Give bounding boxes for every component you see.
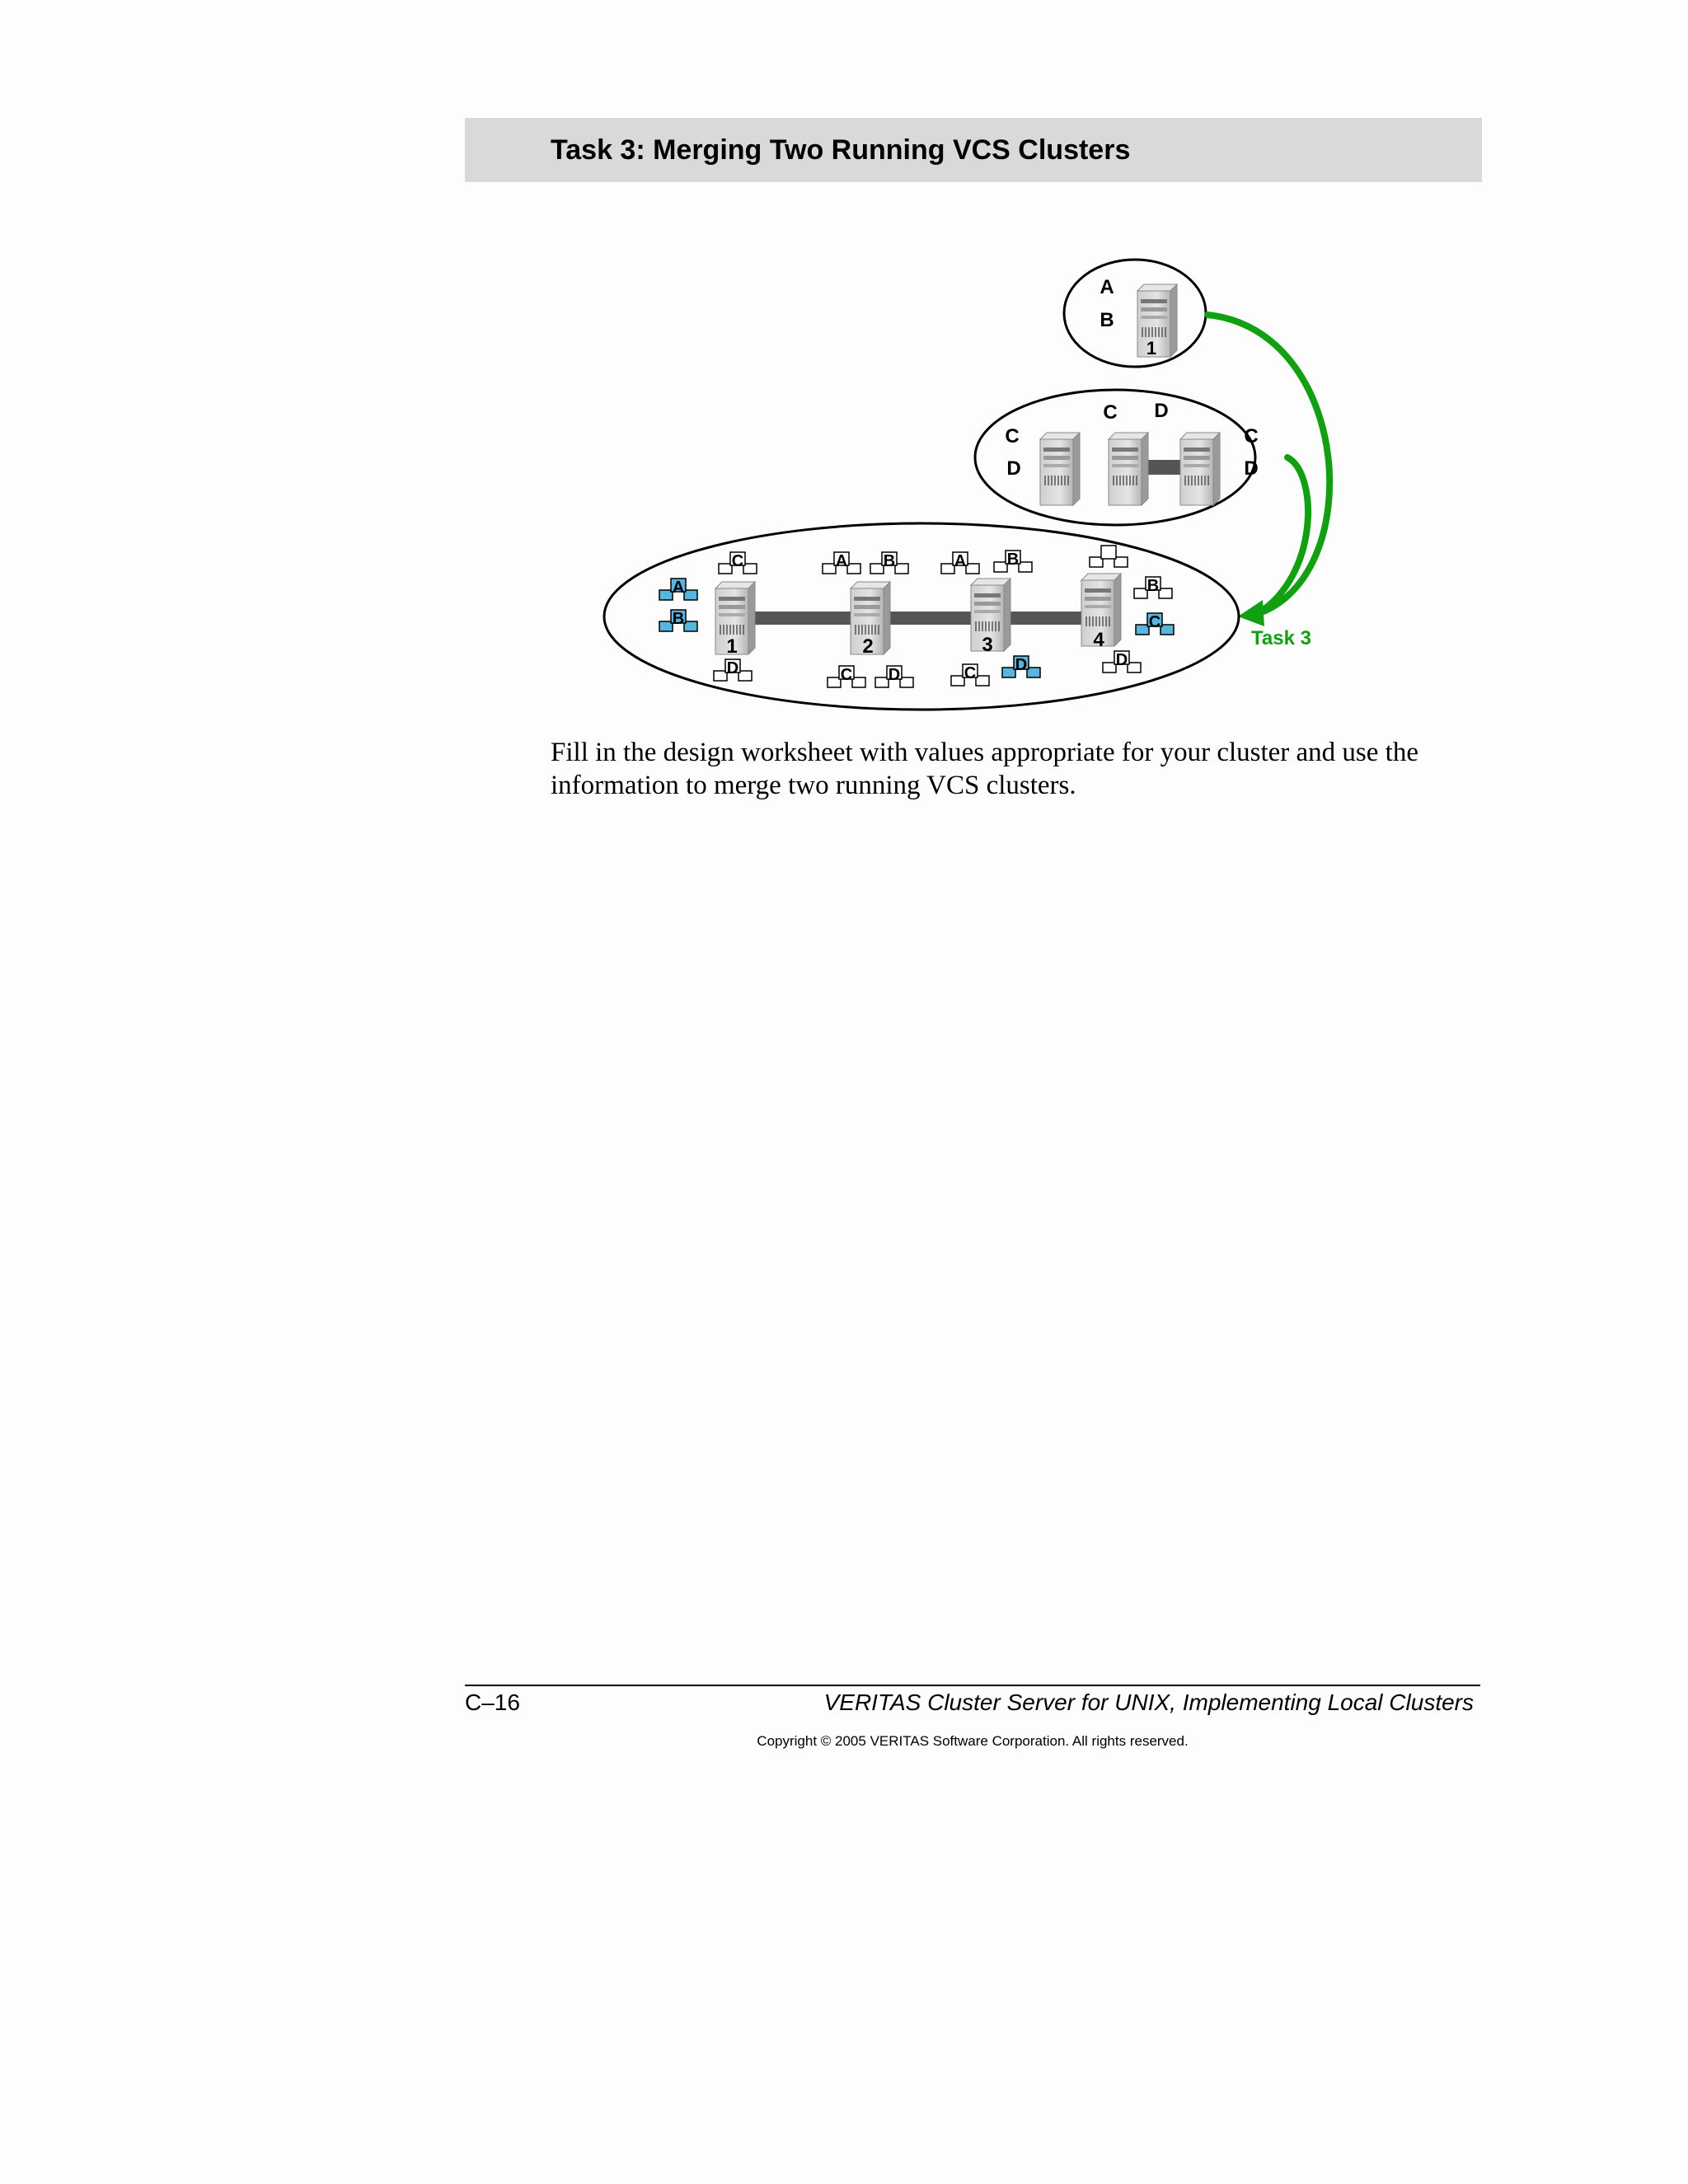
service-group-label: A	[835, 552, 848, 570]
cluster-top-group-b: B	[1100, 309, 1114, 331]
cluster-top-ellipse	[1064, 260, 1206, 367]
page-title: Task 3: Merging Two Running VCS Clusters	[551, 134, 1131, 166]
book-title: VERITAS Cluster Server for UNIX, Implementing Local Clusters	[823, 1690, 1474, 1715]
server-label-2: 2	[862, 635, 874, 658]
service-group-icon	[1090, 546, 1128, 567]
merge-arrow-top	[1207, 315, 1329, 614]
server-label-3: 3	[982, 634, 993, 656]
heartbeat-link	[750, 612, 1088, 625]
service-group-label: B	[1146, 577, 1160, 595]
cluster-mid-right-group-d: D	[1244, 457, 1259, 480]
service-group-label: D	[888, 666, 901, 684]
footer-rule	[465, 1685, 1480, 1686]
cluster-mid-right-group-c: C	[1244, 425, 1259, 448]
cluster-mid-center-group-c: C	[1103, 401, 1118, 424]
service-group-label: B	[883, 552, 896, 570]
service-group-label: C	[964, 664, 977, 682]
server-label-4: 4	[1093, 629, 1104, 651]
service-group-label: C	[731, 552, 744, 570]
instruction-text: Fill in the design worksheet with values appropriate for your cluster and use the information to merge two running VCS clusters.	[551, 738, 1418, 800]
cluster-mid-center-group-d: D	[1154, 400, 1169, 422]
merge-arrow-mid	[1257, 457, 1308, 614]
service-group-label: D	[1015, 656, 1028, 674]
cluster-top-group-a: A	[1100, 276, 1114, 298]
service-group-label: C	[1148, 613, 1161, 631]
copyright-notice: Copyright © 2005 VERITAS Software Corporation. All rights reserved.	[757, 1733, 1189, 1749]
server-icon	[1109, 433, 1148, 505]
cluster-merge-diagram	[0, 0, 1688, 742]
service-group-label: D	[726, 659, 739, 677]
server-icon	[1040, 433, 1080, 505]
cluster-mid-left-group-d: D	[1006, 457, 1021, 480]
arrow-head	[1238, 600, 1264, 626]
service-group-label: B	[1006, 551, 1020, 569]
service-group-label: A	[954, 552, 967, 570]
cluster-mid-left-group-c: C	[1005, 425, 1020, 448]
server-label-1: 1	[726, 635, 738, 658]
page-number: C–16	[465, 1690, 520, 1715]
service-group-label: C	[840, 666, 853, 684]
server-icon	[1137, 284, 1177, 357]
cluster-top-server-label: 1	[1146, 338, 1157, 359]
task-label: Task 3	[1251, 627, 1311, 649]
server-icon	[1180, 433, 1220, 505]
service-group-label: B	[672, 610, 685, 628]
service-group-label: A	[672, 579, 685, 597]
service-group-label: D	[1115, 651, 1128, 669]
